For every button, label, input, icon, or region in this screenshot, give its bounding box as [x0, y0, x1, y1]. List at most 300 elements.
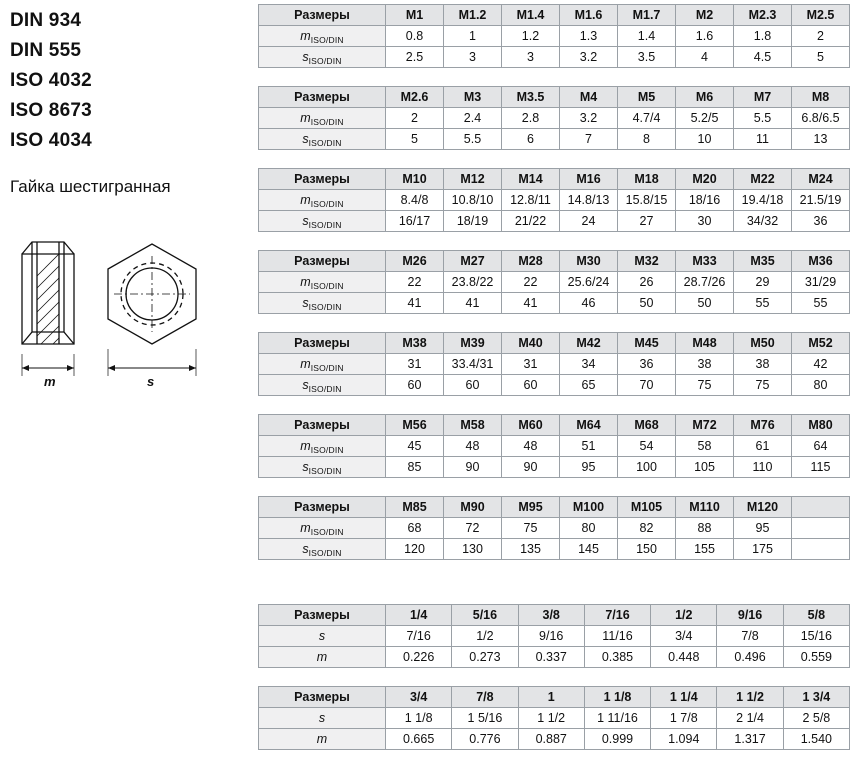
table-cell: 82: [618, 518, 676, 539]
row-label-symbol: m: [316, 732, 328, 746]
table-cell: 4.7/4: [618, 108, 676, 129]
table-cell: 5.5: [734, 108, 792, 129]
table-row: [259, 129, 850, 150]
table-header-cell: M28: [502, 251, 560, 272]
table-header-cell: M100: [560, 497, 618, 518]
table-header-row: [259, 169, 850, 190]
table-cell: 46: [560, 293, 618, 314]
table-cell: 64: [792, 436, 850, 457]
standard-item: ISO 4032: [10, 70, 92, 91]
row-label-subscript: ISO/DIN: [308, 138, 342, 148]
table-header-cell: M72: [676, 415, 734, 436]
table-cell: 18/19: [444, 211, 502, 232]
table-row: [259, 272, 850, 293]
table-cell: 36: [792, 211, 850, 232]
table-header-cell: 7/8: [452, 687, 518, 708]
table-header-cell: M26: [386, 251, 444, 272]
table-header-row: [259, 87, 850, 108]
table-cell: 1.6: [676, 26, 734, 47]
table-header-cell: 3/8: [518, 605, 584, 626]
table-cell: 14.8/13: [560, 190, 618, 211]
row-label-subscript: ISO/DIN: [310, 363, 344, 373]
table-row: [259, 647, 850, 668]
row-label-subscript: ISO/DIN: [308, 302, 342, 312]
table-row: [259, 457, 850, 478]
table-cell: 95: [560, 457, 618, 478]
table-header-cell: M95: [502, 497, 560, 518]
table-cell: 50: [676, 293, 734, 314]
row-label-symbol: s: [302, 214, 309, 228]
dimension-table: [258, 86, 850, 150]
table-cell: 1.317: [717, 729, 783, 750]
table-header-cell: M10: [386, 169, 444, 190]
table-cell: 115: [792, 457, 850, 478]
row-label: [259, 47, 386, 68]
table-cell: 80: [560, 518, 618, 539]
table-cell: 42: [792, 354, 850, 375]
table-cell: 135: [502, 539, 560, 560]
table-row: [259, 626, 850, 647]
table-header-cell: M1.2: [444, 5, 502, 26]
table-cell: 26: [618, 272, 676, 293]
dimension-table: [258, 604, 850, 668]
table-cell: 0.448: [651, 647, 717, 668]
table-header-cell: M4: [560, 87, 618, 108]
table-header-cell: M2.6: [386, 87, 444, 108]
table-cell: 175: [734, 539, 792, 560]
table-cell: 0.559: [783, 647, 849, 668]
table-header-row: [259, 497, 850, 518]
table-cell: 1.540: [783, 729, 849, 750]
table-cell: 7/8: [717, 626, 783, 647]
table-cell: 41: [444, 293, 502, 314]
row-label-symbol: m: [300, 29, 311, 43]
table-cell: 0.496: [717, 647, 783, 668]
table-cell: 60: [444, 375, 502, 396]
row-label: [259, 354, 386, 375]
row-label: [259, 108, 386, 129]
dimension-table: [258, 686, 850, 750]
table-header-cell: 1/2: [651, 605, 717, 626]
dimension-table: [258, 4, 850, 68]
row-label-subscript: ISO/DIN: [308, 220, 342, 230]
table-header-cell: M68: [618, 415, 676, 436]
table-header-row: [259, 5, 850, 26]
table-header-title: Размеры: [259, 687, 386, 708]
table-cell: 54: [618, 436, 676, 457]
row-label-symbol: m: [300, 439, 311, 453]
row-label-subscript: ISO/DIN: [310, 117, 344, 127]
table-header-cell: 1 3/4: [783, 687, 849, 708]
table-cell: 1: [444, 26, 502, 47]
table-cell: 55: [792, 293, 850, 314]
table-header-title: Размеры: [259, 497, 386, 518]
table-cell: 95: [734, 518, 792, 539]
table-cell: 75: [734, 375, 792, 396]
table-header-title: Размеры: [259, 169, 386, 190]
table-row: [259, 190, 850, 211]
table-cell: 3.2: [560, 47, 618, 68]
standard-item: ISO 4034: [10, 130, 92, 151]
table-header-cell: M85: [386, 497, 444, 518]
table-header-cell: M2: [676, 5, 734, 26]
row-label-subscript: ISO/DIN: [308, 384, 342, 394]
table-cell: 6.8/6.5: [792, 108, 850, 129]
table-header-cell: M16: [560, 169, 618, 190]
table-cell: 80: [792, 375, 850, 396]
table-cell: 27: [618, 211, 676, 232]
table-cell: 65: [560, 375, 618, 396]
table-header-cell: M80: [792, 415, 850, 436]
dimension-table: [258, 332, 850, 396]
row-label: [259, 436, 386, 457]
table-header-cell: M105: [618, 497, 676, 518]
table-cell: 75: [676, 375, 734, 396]
table-header-cell: 1/4: [386, 605, 452, 626]
row-label-symbol: s: [302, 460, 309, 474]
dimension-label-m: m: [44, 374, 56, 389]
table-cell: 16/17: [386, 211, 444, 232]
table-header-cell: M20: [676, 169, 734, 190]
table-header-cell: 1 1/2: [717, 687, 783, 708]
table-header-cell: 5/16: [452, 605, 518, 626]
row-label: [259, 729, 386, 750]
table-header-cell: M90: [444, 497, 502, 518]
part-name-label: Гайка шестигранная: [10, 177, 171, 196]
table-cell: 12.8/11: [502, 190, 560, 211]
row-label-subscript: ISO/DIN: [310, 199, 344, 209]
table-row: [259, 375, 850, 396]
table-header-cell: M45: [618, 333, 676, 354]
table-cell: 22: [502, 272, 560, 293]
table-header-cell: 5/8: [783, 605, 849, 626]
table-cell: 48: [502, 436, 560, 457]
table-cell: 130: [444, 539, 502, 560]
table-header-title: Размеры: [259, 251, 386, 272]
table-header-cell: 1 1/4: [651, 687, 717, 708]
table-header-cell: M1.7: [618, 5, 676, 26]
table-header-row: [259, 605, 850, 626]
table-row: [259, 518, 850, 539]
table-cell: 1.4: [618, 26, 676, 47]
table-cell: 41: [386, 293, 444, 314]
table-cell: 9/16: [518, 626, 584, 647]
table-cell: 7: [560, 129, 618, 150]
table-cell: 5: [386, 129, 444, 150]
table-header-cell: M22: [734, 169, 792, 190]
row-label: [259, 539, 386, 560]
table-cell: 0.337: [518, 647, 584, 668]
table-header-cell: M1: [386, 5, 444, 26]
table-cell: 2.8: [502, 108, 560, 129]
table-cell: 4: [676, 47, 734, 68]
table-header-cell: M39: [444, 333, 502, 354]
table-header-cell: M12: [444, 169, 502, 190]
table-cell: 45: [386, 436, 444, 457]
row-label-symbol: s: [318, 629, 326, 643]
table-header-cell: M1.4: [502, 5, 560, 26]
table-header-cell: M76: [734, 415, 792, 436]
row-label: [259, 26, 386, 47]
table-cell: 31: [386, 354, 444, 375]
standard-item: DIN 555: [10, 40, 82, 61]
table-cell: 36: [618, 354, 676, 375]
table-cell: 21.5/19: [792, 190, 850, 211]
table-cell: 4.5: [734, 47, 792, 68]
table-cell: 1 7/8: [651, 708, 717, 729]
table-cell: 24: [560, 211, 618, 232]
hex-nut-drawing: [12, 216, 250, 401]
row-label-symbol: s: [302, 296, 309, 310]
hex-nut-svg: [12, 216, 212, 401]
table-cell: 75: [502, 518, 560, 539]
table-cell: 150: [618, 539, 676, 560]
table-cell: 3.2: [560, 108, 618, 129]
row-label: [259, 708, 386, 729]
table-cell: 2.4: [444, 108, 502, 129]
table-header-cell: M3.5: [502, 87, 560, 108]
table-header-cell: M7: [734, 87, 792, 108]
row-label: [259, 647, 386, 668]
table-cell: 70: [618, 375, 676, 396]
table-cell: 145: [560, 539, 618, 560]
row-label: [259, 626, 386, 647]
table-cell: 8: [618, 129, 676, 150]
table-cell: 85: [386, 457, 444, 478]
table-header-cell: M18: [618, 169, 676, 190]
table-gap: [258, 578, 854, 604]
table-cell: 1 1/2: [518, 708, 584, 729]
row-label-symbol: s: [302, 50, 309, 64]
table-cell: 38: [734, 354, 792, 375]
table-row: [259, 354, 850, 375]
table-header-cell: M50: [734, 333, 792, 354]
row-label-symbol: s: [302, 132, 309, 146]
table-cell: 13: [792, 129, 850, 150]
table-header-cell: M42: [560, 333, 618, 354]
table-cell: [792, 518, 850, 539]
table-cell: 31: [502, 354, 560, 375]
table-header-cell: M120: [734, 497, 792, 518]
table-cell: 0.999: [584, 729, 650, 750]
row-label-subscript: ISO/DIN: [310, 281, 344, 291]
row-label-subscript: ISO/DIN: [310, 527, 344, 537]
table-cell: 1/2: [452, 626, 518, 647]
row-label-subscript: ISO/DIN: [308, 548, 342, 558]
table-cell: 105: [676, 457, 734, 478]
table-row: [259, 26, 850, 47]
row-label-symbol: m: [300, 357, 311, 371]
row-label: [259, 190, 386, 211]
table-header-cell: M8: [792, 87, 850, 108]
table-cell: 11: [734, 129, 792, 150]
table-cell: 3.5: [618, 47, 676, 68]
table-cell: 41: [502, 293, 560, 314]
table-cell: 0.273: [452, 647, 518, 668]
table-header-cell: 1 1/8: [584, 687, 650, 708]
row-label-subscript: ISO/DIN: [310, 445, 344, 455]
table-cell: 61: [734, 436, 792, 457]
table-header-cell: 3/4: [386, 687, 452, 708]
table-cell: 34: [560, 354, 618, 375]
table-cell: 8.4/8: [386, 190, 444, 211]
row-label-symbol: m: [300, 521, 311, 535]
table-cell: 5: [792, 47, 850, 68]
table-header-row: [259, 687, 850, 708]
table-header-title: Размеры: [259, 605, 386, 626]
table-header-cell: M3: [444, 87, 502, 108]
table-cell: 58: [676, 436, 734, 457]
table-cell: 0.665: [386, 729, 452, 750]
table-cell: 28.7/26: [676, 272, 734, 293]
table-cell: 3: [502, 47, 560, 68]
table-cell: 33.4/31: [444, 354, 502, 375]
row-label-symbol: s: [318, 711, 326, 725]
table-cell: 5.5: [444, 129, 502, 150]
standards-list: [10, 6, 250, 156]
table-cell: 21/22: [502, 211, 560, 232]
table-header-cell: M56: [386, 415, 444, 436]
table-cell: 29: [734, 272, 792, 293]
table-cell: 30: [676, 211, 734, 232]
table-cell: 60: [502, 375, 560, 396]
table-header-cell: M110: [676, 497, 734, 518]
table-header-row: [259, 415, 850, 436]
table-row: [259, 708, 850, 729]
table-cell: 2 1/4: [717, 708, 783, 729]
dimension-table: [258, 250, 850, 314]
table-cell: 0.8: [386, 26, 444, 47]
dimension-label-s: s: [147, 374, 155, 389]
table-header-cell: M6: [676, 87, 734, 108]
row-label-symbol: s: [302, 542, 309, 556]
table-header-cell: 1: [518, 687, 584, 708]
table-cell: 88: [676, 518, 734, 539]
table-cell: 100: [618, 457, 676, 478]
table-cell: 2: [792, 26, 850, 47]
table-header-cell: M2.3: [734, 5, 792, 26]
table-cell: 10.8/10: [444, 190, 502, 211]
table-cell: 6: [502, 129, 560, 150]
table-row: [259, 436, 850, 457]
table-header-cell: M5: [618, 87, 676, 108]
dimension-tables: [258, 4, 854, 768]
table-cell: 34/32: [734, 211, 792, 232]
row-label: [259, 375, 386, 396]
table-cell: 18/16: [676, 190, 734, 211]
table-cell: 1.3: [560, 26, 618, 47]
table-cell: 3: [444, 47, 502, 68]
table-header-cell: M14: [502, 169, 560, 190]
table-cell: 1.8: [734, 26, 792, 47]
table-header-cell: M32: [618, 251, 676, 272]
table-header-cell: M24: [792, 169, 850, 190]
table-row: [259, 729, 850, 750]
table-cell: 0.887: [518, 729, 584, 750]
row-label-symbol: m: [316, 650, 328, 664]
table-cell: 0.776: [452, 729, 518, 750]
left-column: [0, 0, 250, 716]
row-label: [259, 518, 386, 539]
dimension-table: [258, 414, 850, 478]
table-header-title: Размеры: [259, 5, 386, 26]
table-header-cell: M40: [502, 333, 560, 354]
table-cell: 11/16: [584, 626, 650, 647]
table-cell: 50: [618, 293, 676, 314]
table-header-cell: M33: [676, 251, 734, 272]
standard-item: ISO 8673: [10, 100, 92, 121]
table-row: [259, 211, 850, 232]
table-cell: [792, 539, 850, 560]
row-label: [259, 457, 386, 478]
table-cell: 1.094: [651, 729, 717, 750]
table-cell: 155: [676, 539, 734, 560]
table-cell: 19.4/18: [734, 190, 792, 211]
table-header-cell: 9/16: [717, 605, 783, 626]
row-label-symbol: m: [300, 111, 311, 125]
row-label-symbol: m: [300, 275, 311, 289]
table-cell: 90: [444, 457, 502, 478]
table-cell: 2 5/8: [783, 708, 849, 729]
dimension-table: [258, 496, 850, 560]
table-cell: 60: [386, 375, 444, 396]
table-cell: 25.6/24: [560, 272, 618, 293]
row-label-symbol: m: [300, 193, 311, 207]
table-header-row: [259, 333, 850, 354]
table-cell: 5.2/5: [676, 108, 734, 129]
table-cell: 15/16: [783, 626, 849, 647]
table-header-cell: M2.5: [792, 5, 850, 26]
table-row: [259, 293, 850, 314]
table-header-cell: M48: [676, 333, 734, 354]
table-cell: 2: [386, 108, 444, 129]
table-cell: 0.385: [584, 647, 650, 668]
table-cell: 3/4: [651, 626, 717, 647]
table-cell: 110: [734, 457, 792, 478]
row-label-subscript: ISO/DIN: [310, 35, 344, 45]
table-header-cell: M27: [444, 251, 502, 272]
dimension-table: [258, 168, 850, 232]
table-cell: 22: [386, 272, 444, 293]
table-cell: 55: [734, 293, 792, 314]
table-header-cell: M52: [792, 333, 850, 354]
table-cell: 68: [386, 518, 444, 539]
table-header-row: [259, 251, 850, 272]
table-cell: 1.2: [502, 26, 560, 47]
table-header-cell: M38: [386, 333, 444, 354]
table-header-cell: M60: [502, 415, 560, 436]
table-header-cell: M35: [734, 251, 792, 272]
table-cell: 120: [386, 539, 444, 560]
table-header-title: Размеры: [259, 333, 386, 354]
table-header-cell: M64: [560, 415, 618, 436]
table-cell: 15.8/15: [618, 190, 676, 211]
row-label: [259, 211, 386, 232]
row-label-symbol: s: [302, 378, 309, 392]
standard-item: DIN 934: [10, 10, 82, 31]
table-cell: 1 1/8: [386, 708, 452, 729]
row-label-subscript: ISO/DIN: [308, 466, 342, 476]
row-label: [259, 293, 386, 314]
row-label-subscript: ISO/DIN: [308, 56, 342, 66]
row-label: [259, 272, 386, 293]
table-header-title: Размеры: [259, 415, 386, 436]
table-cell: 90: [502, 457, 560, 478]
table-cell: 10: [676, 129, 734, 150]
table-header-cell: M36: [792, 251, 850, 272]
table-header-cell: M58: [444, 415, 502, 436]
table-row: [259, 108, 850, 129]
